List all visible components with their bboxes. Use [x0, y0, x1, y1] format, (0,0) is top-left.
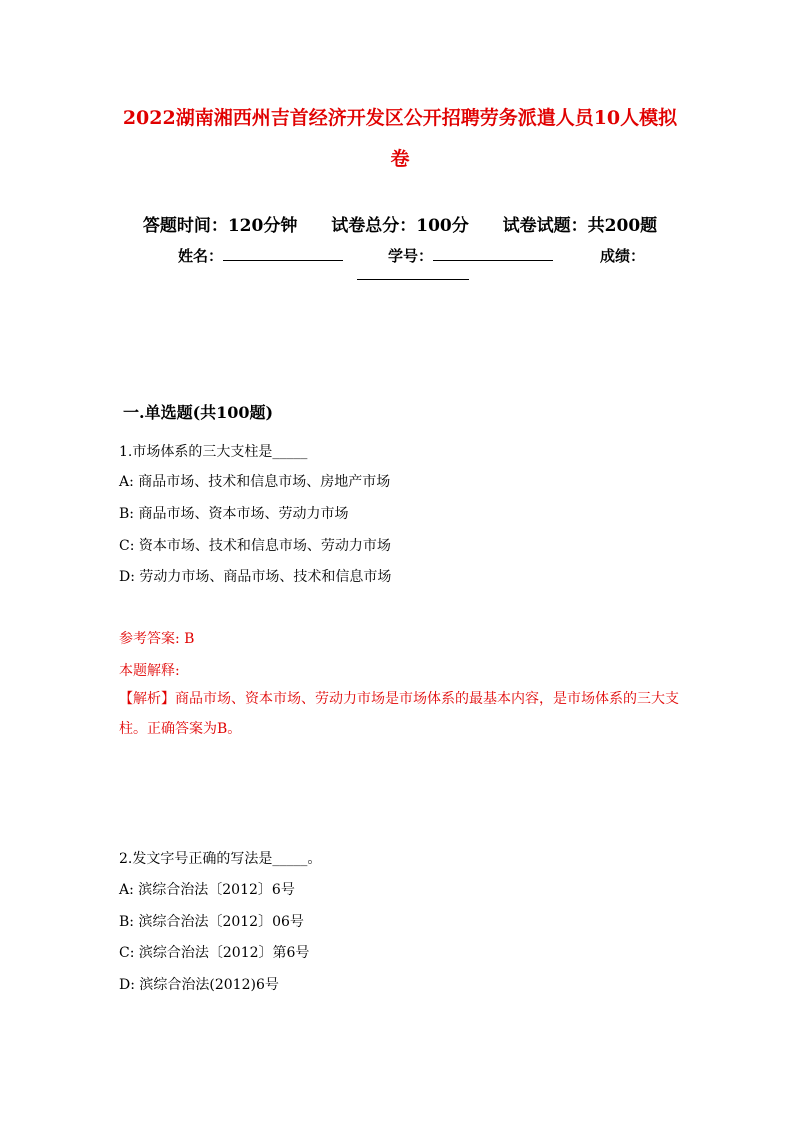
score-blank: [357, 279, 469, 280]
q2-option-a: A: 滨综合治法〔2012〕6号: [119, 882, 295, 898]
q1-option-c: C: 资本市场、技术和信息市场、劳动力市场: [119, 538, 391, 554]
id-label: 学号：: [388, 247, 434, 265]
id-field: [388, 245, 553, 266]
q1-option-a: A: 商品市场、技术和信息市场、房地产市场: [119, 474, 391, 490]
exam-question-count: 试卷试题：共200题: [502, 216, 658, 236]
q1-explain-label: 本题解释:: [119, 663, 180, 679]
q2-option-d: D: 滨综合治法(2012)6号: [119, 977, 279, 993]
id-blank: [433, 248, 553, 261]
q1-option-b: B: 商品市场、资本市场、劳动力市场: [119, 506, 349, 522]
exam-total-score: 试卷总分：100分: [331, 216, 469, 236]
section-heading: 一.单选题(共100题): [123, 403, 274, 422]
q1-option-d: D: 劳动力市场、商品市场、技术和信息市场: [119, 569, 392, 585]
name-field: [178, 245, 343, 266]
q2-option-b: B: 滨综合治法〔2012〕06号: [119, 914, 304, 930]
q2-option-c: C: 滨综合治法〔2012〕第6号: [119, 945, 310, 961]
score-field: [600, 245, 645, 266]
q1-stem: 1.市场体系的三大支柱是_____: [119, 444, 308, 460]
q1-answer: 参考答案: B: [119, 631, 195, 647]
q2-stem: 2.发文字号正确的写法是_____。: [119, 851, 322, 867]
q1-explanation: 【解析】商品市场、资本市场、劳动力市场是市场体系的最基本内容，是市场体系的三大支柱。正确答案为B。: [119, 691, 679, 737]
score-label: 成绩：: [600, 247, 646, 265]
name-blank: [223, 248, 343, 261]
exam-title-line2: 卷: [390, 148, 410, 170]
exam-time: 答题时间：120分钟: [142, 216, 298, 236]
exam-title-line1: 2022湖南湘西州吉首经济开发区公开招聘劳务派遣人员10人模拟: [122, 107, 678, 129]
name-label: 姓名：: [178, 247, 224, 265]
exam-meta: [0, 211, 800, 236]
